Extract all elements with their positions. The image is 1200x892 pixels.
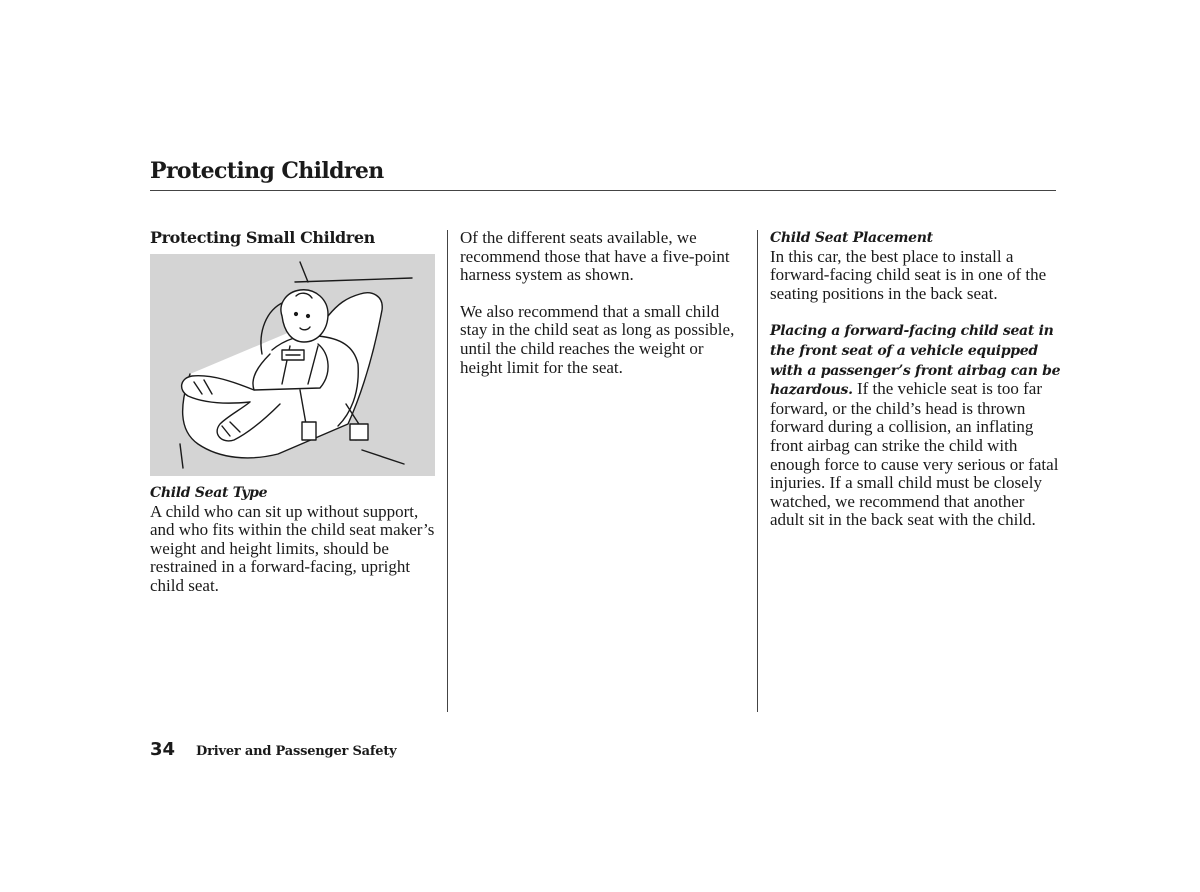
page-title: Protecting Children xyxy=(150,158,384,184)
title-rule xyxy=(150,190,1056,191)
section-name: Driver and Passenger Safety xyxy=(196,744,397,759)
column-3 xyxy=(770,229,1062,530)
column-divider-1 xyxy=(447,230,448,712)
harness-recommendation-text: Of the different seats available, we recommend those that have a five-point harness system as shown. xyxy=(460,228,730,285)
section-heading: Protecting Small Children xyxy=(150,228,375,247)
column-divider-2 xyxy=(757,230,758,712)
child-seat-type-heading: Child Seat Type xyxy=(150,485,268,501)
page-number: 34 xyxy=(150,739,176,760)
column-2 xyxy=(460,229,750,377)
child-seat-type-text: A child who can sit up without support, and who fits within the child seat maker’s weight and height limits, should be restrained in a forward-facing, upright child seat. xyxy=(150,501,435,595)
stay-in-seat-text: We also recommend that a small child stay in the child seat as long as possible, until the child reaches the weight or height limit for the seat. xyxy=(460,301,735,377)
column-1 xyxy=(150,229,442,596)
airbag-warning-lead: Placing a forward-facing child seat in the front seat of a vehicle equipped with a passenger’s front airbag can be hazardous. xyxy=(770,323,1061,399)
seat-belt-upper xyxy=(295,278,412,282)
child-seat-image xyxy=(150,254,435,476)
child-head xyxy=(281,290,328,342)
child-seat-illustration xyxy=(150,254,435,476)
child-seat-placement-heading: Child Seat Placement xyxy=(770,230,933,246)
airbag-warning-body: If the vehicle seat is too far forward, or the child’s head is thrown forward during a collision, an inflating front airbag can strike the child with enough force to cause very serious or fatal injuries. If a small child must be closely watched, we recommend that another adult sit in the back seat with the child. xyxy=(770,379,1059,530)
airbag-warning-paragraph xyxy=(770,321,1062,530)
child-seat-placement-text: In this car, the best place to install a forward-facing child seat is in one of the seating positions in the back seat. xyxy=(770,246,1047,303)
